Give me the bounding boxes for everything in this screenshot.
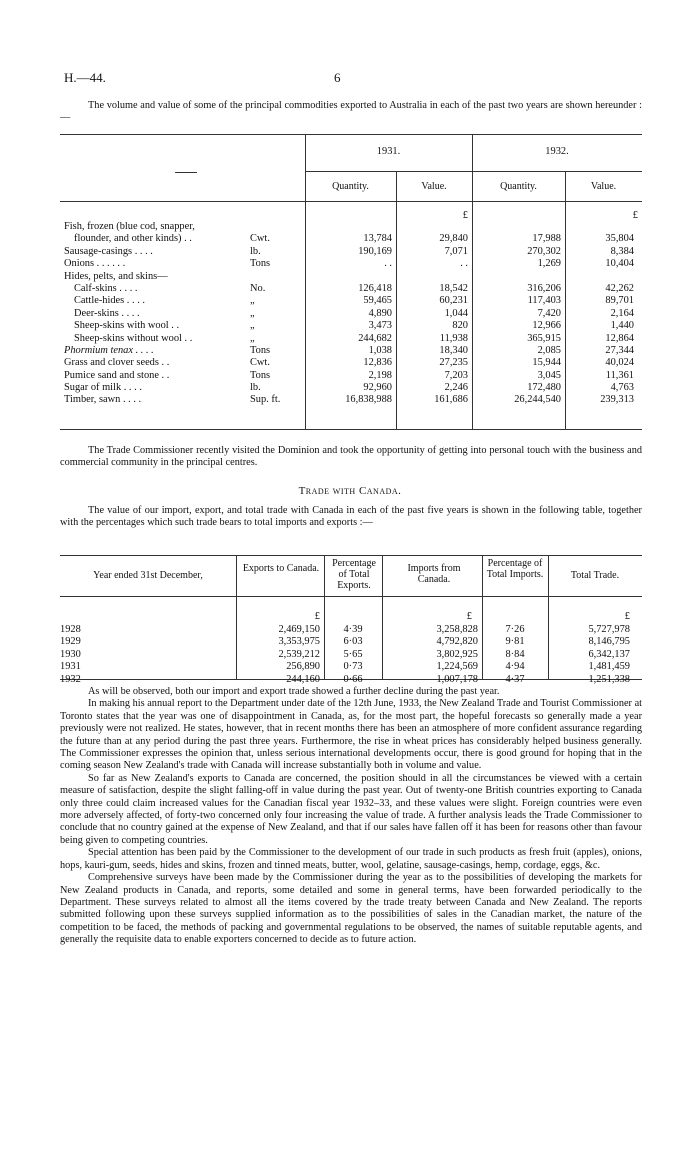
commodities-table [64,221,638,407]
commodity-name: Phormium tenax . . . . [64,344,154,356]
commodity-name: flounder, and other kinds) . . [74,233,192,245]
canada-trade-table [60,624,642,686]
quantity-1931: 16,838,988 [345,394,392,406]
table2-header-imports-pct: Percentage of Total Imports. [486,558,544,580]
quantity-1931: 244,682 [358,332,392,344]
unit: Sup. ft. [250,394,281,406]
imports-from-canada: 3,258,828 [436,624,478,635]
value-1932: 8,384 [610,245,634,257]
imports-from-canada: 1,007,178 [436,673,478,685]
commodity-name: Sausage-casings . . . . [64,245,153,257]
quantity-1932: 2,085 [537,344,561,356]
value-1931 [396,221,472,233]
table2-top-rule [60,555,642,556]
imports-percentage: 9·81 [505,636,525,648]
value-1931: 18,340 [439,344,468,356]
table1-quantity-header-1932: Quantity. [500,181,537,192]
quantity-1932: 365,915 [527,332,561,344]
exports-to-canada: 256,890 [286,661,320,673]
quantity-1931 [305,221,396,233]
table2-pound-total: £ [624,611,630,622]
imports-percentage: 4·37 [505,673,525,685]
intro-paragraph: The volume and value of some of the principal commodities exported to Australia in each of the past two years are shown hereunder :— [60,100,642,124]
quantity-1932: 12,966 [532,320,561,332]
value-1932: 12,864 [605,332,634,344]
unit: Tons [250,344,271,356]
quantity-1932 [472,271,565,283]
year: 1928 [60,624,81,635]
value-1931: 2,246 [444,382,468,394]
quantity-1931: 13,784 [363,233,392,245]
commodity-name: Grass and clover seeds . . [64,357,170,369]
value-1931 [396,271,472,283]
imports-from-canada: 4,792,820 [436,636,478,648]
quantity-1932: 172,480 [527,382,561,394]
value-1931: 27,235 [439,357,468,369]
unit: Cwt. [250,357,270,369]
quantity-1932: 7,420 [537,307,561,319]
unit: lb. [250,382,261,394]
table-row [64,370,638,382]
unit: No. [250,282,266,294]
quantity-1932: 316,206 [527,282,561,294]
value-1931: 161,686 [434,394,468,406]
commodity-name: Cattle-hides . . . . [74,295,145,307]
body-paragraph: Special attention has been paid by the Commissioner to the development of our trade in such products as fresh fruit (apples), onions, hops, kauri-gum, seeds, hides and skins, frozen and tinned meats, butter, wool, gelatine, sausage-casings, hemp, cordage, eggs, &c. [60,847,642,871]
exports-to-canada: 3,353,975 [278,636,320,648]
value-1932: 239,313 [600,394,634,406]
unit: „ [250,332,255,344]
unit: lb. [250,245,261,257]
commodity-name: Deer-skins . . . . [74,307,140,319]
imports-from-canada: 1,224,569 [436,661,478,673]
table-row [64,246,638,258]
quantity-1931: 59,465 [363,295,392,307]
value-1932 [565,271,638,283]
table2-header-year: Year ended 31st December, [93,570,203,581]
total-trade: 1,481,459 [588,661,630,673]
table1-year-rule [305,171,642,172]
table-row [64,382,638,394]
quantity-1932 [472,221,565,233]
value-1932: 42,262 [605,282,634,294]
quantity-1931: 1,038 [368,344,392,356]
commodity-name: Calf-skins . . . . [74,282,138,294]
table-row [64,221,638,233]
value-1932: 40,024 [605,357,634,369]
table2-header-exports: Exports to Canada. [242,563,320,574]
table1-quantity-header-1931: Quantity. [332,181,369,192]
value-1931: 7,071 [444,245,468,257]
table-row [64,357,638,369]
table1-pound-1932: £ [632,210,638,221]
table1-pound-1931: £ [462,210,468,221]
table-row [60,624,642,636]
value-1931: 11,938 [439,332,468,344]
exports-percentage: 5·65 [343,648,363,660]
exports-to-canada: 2,469,150 [278,624,320,635]
table2-header-total: Total Trade. [570,570,620,581]
total-trade: 6,342,137 [588,648,630,660]
table2-header-imports: Imports from Canada. [407,563,461,585]
page-number: 6 [334,70,341,85]
table-row [64,394,638,406]
section-title: Trade with Canada. [298,485,402,497]
table1-year-1932: 1932. [545,146,569,157]
quantity-1932: 1,269 [537,258,561,270]
value-1931: 60,231 [439,295,468,307]
imports-percentage: 4·94 [505,661,525,673]
table1-header-bottom-rule [60,201,642,202]
trade-commissioner-paragraph: The Trade Commissioner recently visited the Dominion and took the opportunity of getting into personal touch with the business and commercial community in the principal centres. [60,445,642,469]
exports-percentage: 0·66 [343,673,363,685]
unit: „ [250,320,255,332]
value-1932 [565,221,638,233]
exports-to-canada: 244,160 [286,673,320,685]
table1-value-header-1932: Value. [590,181,617,192]
table2-pound-exports: £ [314,611,320,622]
unit: Cwt. [250,233,270,245]
value-1932: 27,344 [605,344,634,356]
table-row [60,636,642,648]
table2-header-bottom-rule [60,596,642,597]
unit: Tons [250,258,271,270]
imports-percentage: 7·26 [505,624,525,635]
exports-percentage: 4·39 [343,624,363,635]
year: 1932 [60,673,81,685]
commodity-name: Hides, pelts, and skins— [64,270,168,282]
quantity-1932: 117,403 [527,295,561,307]
canada-intro-paragraph: The value of our import, export, and total trade with Canada in each of the past five years is shown in the following table, together with the percentages which such trade bears to total imports and exports :— [60,505,642,529]
table1-bottom-rule [60,429,642,430]
value-1931: 7,203 [444,369,468,381]
body-paragraph: So far as New Zealand's exports to Canada are concerned, the position should in all the circumstances be viewed with a certain measure of satisfaction, despite the slight falling-off in value during the past year. Out of twenty-one British countries exporting to Canada only three could claim increased values for the Canadian fiscal year 1932–33, and these values were slight. Foreign countries were even more adversely affected, of forty-two concerned only four increasing the value of trade. A further analysis leads the Trade Commissioner to conclude that no country gained at the expense of New Zealand, and that if our sales have fallen off it has been for reasons other than favour being given to competing countries. [60,772,642,846]
quantity-1931: 126,418 [358,282,392,294]
value-1932: 10,404 [605,258,634,270]
table1-top-rule [60,134,642,135]
quantity-1932: 3,045 [537,369,561,381]
unit [250,221,305,233]
quantity-1931: 190,169 [358,245,392,257]
quantity-1932: 26,244,540 [514,394,561,406]
table-row [60,649,642,661]
year: 1929 [60,636,81,648]
table2-pound-imports: £ [466,611,472,622]
value-1931: 820 [452,320,468,332]
quantity-1932: 270,302 [527,245,561,257]
table-row [60,674,642,686]
total-trade: 5,727,978 [588,624,630,635]
exports-percentage: 6·03 [343,636,363,648]
value-1932: 11,361 [605,369,634,381]
exports-to-canada: 2,539,212 [278,648,320,660]
value-1932: 89,701 [605,295,634,307]
quantity-1932: 15,944 [532,357,561,369]
table1-year-1931: 1931. [376,146,401,157]
exports-percentage: 0·73 [343,661,363,673]
quantity-1931 [305,271,396,283]
unit: Tons [250,369,271,381]
table-row [64,295,638,307]
table-row [64,320,638,332]
year: 1930 [60,648,81,660]
quantity-1931: . . [384,258,392,270]
imports-percentage: 8·84 [505,648,525,660]
table-row [64,345,638,357]
commodity-name: Sheep-skins with wool . . [74,320,180,332]
quantity-1931: 92,960 [363,382,392,394]
table-row [64,233,638,245]
commodity-name: Sugar of milk . . . . [64,382,142,394]
value-1931: . . [460,258,468,270]
table-row [64,258,638,270]
body-paragraph: Comprehensive surveys have been made by the Commissioner during the year as to the possibilities of developing the markets for New Zealand products in Canada, and reports, some detailed and some in general terms, have been forwarded periodically to the Department. These surveys related to almost all the items covered by the trade treaty between Canada and New Zealand. The reports submitted following upon these surveys supplied information as to the possibilities of sales in the Canadian market, the nature of the competition to be faced, the methods of packing and governmental regulations to be observed, the names of suitable reputable agents, and generally the requisite data to enable exporters concerned to decide as to future action. [60,872,642,946]
year: 1931 [60,661,81,673]
unit: „ [250,307,255,319]
body-paragraph: As will be observed, both our import and export trade showed a further decline during the past year. [88,686,500,697]
body-text [60,686,642,947]
table-row [60,661,642,673]
commodity-name: Pumice sand and stone . . [64,369,170,381]
value-1932: 35,804 [605,233,634,245]
document-reference: H.—44. [64,70,106,85]
unit [250,271,305,283]
quantity-1931: 3,473 [368,320,392,332]
commodity-name: Timber, sawn . . . . [64,394,142,406]
imports-from-canada: 3,802,925 [436,648,478,660]
value-1932: 1,440 [610,320,634,332]
table-row [64,271,638,283]
quantity-1931: 4,890 [368,307,392,319]
commodity-name: Fish, frozen (blue cod, snapper, [64,221,195,232]
commodity-name: Sheep-skins without wool . . [74,332,193,344]
value-1932: 2,164 [610,307,634,319]
commodity-name: Onions . . . . . . [64,258,126,270]
body-paragraph: In making his annual report to the Department under date of the 12th June, 1933, the New Zealand Trade and Tourist Commissioner at Toronto states that the year was one of disappointment in Canada, as, for the most part, the hopeful forecasts so generally made a year previously were not realized. He states, however, that in recent months there has been an atmosphere of more confident assurance regarding the future than at any period during the past three years. Furthermore, the rise in wheat prices has considerably helped business generally. The Commissioner expresses the opinion that, unless serious international developments occur, there is good ground for hoping that in the coming season New Zealand's trade with Canada will increase substantially both in volume and value. [60,698,642,772]
table1-header-dash [175,172,197,173]
value-1931: 29,840 [439,233,468,245]
table-row [64,308,638,320]
quantity-1931: 2,198 [368,369,392,381]
total-trade: 1,251,338 [588,673,630,685]
unit: „ [250,295,255,307]
value-1931: 18,542 [439,282,468,294]
quantity-1931: 12,836 [363,357,392,369]
table-row [64,283,638,295]
table2-header-exports-pct: Percentage of Total Exports. [332,558,376,591]
value-1931: 1,044 [444,307,468,319]
value-1932: 4,763 [610,382,634,394]
table-row [64,333,638,345]
table1-value-header-1931: Value. [421,181,447,192]
quantity-1932: 17,988 [532,233,561,245]
total-trade: 8,146,795 [588,636,630,648]
